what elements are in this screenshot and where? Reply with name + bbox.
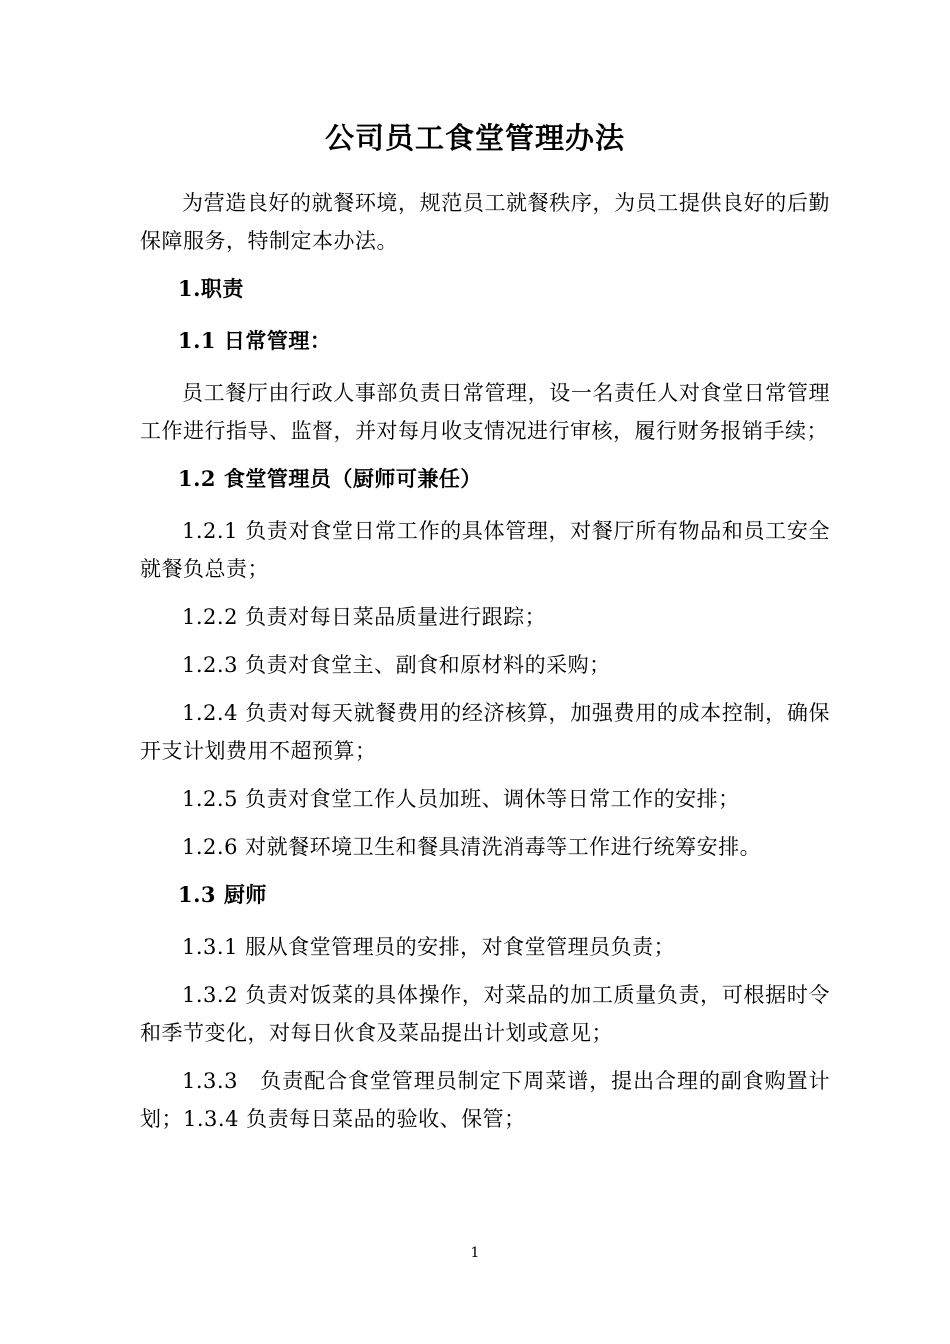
document-title: 公司员工食堂管理办法 bbox=[324, 121, 625, 155]
section-heading: 1.2 食堂管理员（厨师可兼任） bbox=[178, 466, 482, 491]
body-paragraph: 员工餐厅由行政人事部负责日常管理，设一名责任人对食堂日常管理工作进行指导、监督，并对每月收支情况进行审核，履行财务报销手续； bbox=[140, 381, 830, 443]
body-paragraph: 1.3.1 服从食堂管理员的安排，对食堂管理员负责； bbox=[182, 935, 676, 959]
body-paragraph: 1.3.2 负责对饭菜的具体操作，对菜品的加工质量负责，可根据时令和季节变化，对每日伙食及菜品提出计划或意见； bbox=[140, 983, 830, 1045]
section-heading: 1.1 日常管理： bbox=[178, 328, 332, 353]
intro-paragraph: 为营造良好的就餐环境，规范员工就餐秩序，为员工提供良好的后勤保障服务，特制定本办法。 bbox=[140, 191, 830, 253]
section-heading: 1.职责 bbox=[178, 276, 244, 301]
body-paragraph: 1.2.2 负责对每日菜品质量进行跟踪； bbox=[182, 605, 547, 629]
body-paragraph: 1.2.3 负责对食堂主、副食和原材料的采购； bbox=[182, 653, 611, 677]
body-paragraph: 1.2.6 对就餐环境卫生和餐具清洗消毒等工作进行统筹安排。 bbox=[182, 835, 762, 859]
page-number: 1 bbox=[470, 1245, 480, 1261]
body-paragraph: 1.3.3 负责配合食堂管理员制定下周菜谱，提出合理的副食购置计划；1.3.4 负责每日菜品的验收、保管； bbox=[140, 1069, 830, 1131]
body-paragraph: 1.2.1 负责对食堂日常工作的具体管理，对餐厅所有物品和员工安全就餐负总责； bbox=[140, 519, 830, 581]
section-heading: 1.3 厨师 bbox=[178, 882, 267, 907]
body-paragraph: 1.2.5 负责对食堂工作人员加班、调休等日常工作的安排； bbox=[182, 787, 740, 811]
body-paragraph: 1.2.4 负责对每天就餐费用的经济核算，加强费用的成本控制，确保开支计划费用不超预算； bbox=[140, 701, 830, 763]
document-body bbox=[140, 184, 830, 1148]
